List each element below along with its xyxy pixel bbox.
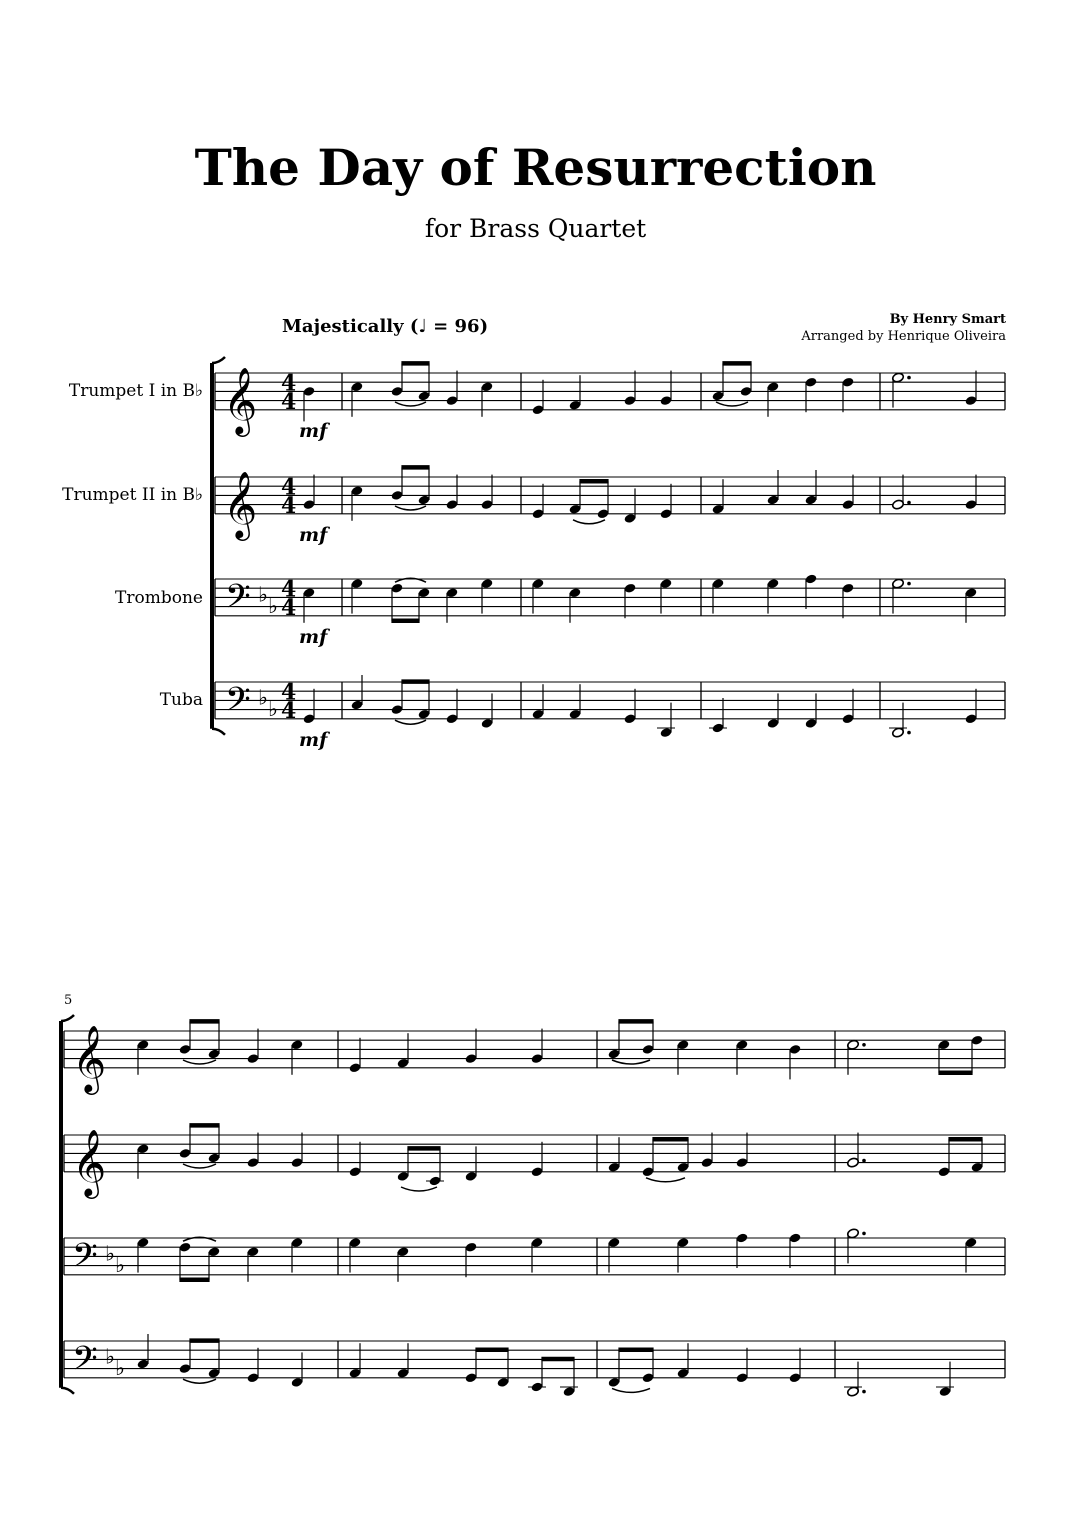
key-signature-flat-icon: ♭ (105, 1344, 115, 1369)
augmentation-dot (907, 376, 911, 380)
dynamic-marking: mf (299, 419, 328, 442)
composer-credit: By Henry Smart (889, 312, 1006, 327)
time-signature-numerator: 4 (281, 679, 297, 706)
key-signature-flat-icon: ♭ (258, 685, 268, 710)
slur (395, 506, 426, 510)
tempo-value: = 96) (433, 316, 489, 337)
dynamic-marking: mf (299, 523, 328, 546)
slur (612, 1060, 650, 1064)
slur (573, 520, 605, 524)
bass-clef-icon: 𝄢 (225, 577, 251, 624)
score-subtitle: for Brass Quartet (424, 214, 647, 243)
treble-clef-icon: 𝄞 (223, 469, 258, 538)
slur (395, 720, 426, 724)
bracket-hook (61, 1388, 74, 1394)
time-signature-denominator: 4 (281, 594, 297, 621)
key-signature-flat-icon: ♭ (105, 1241, 115, 1266)
treble-clef-icon: 𝄞 (72, 1023, 107, 1092)
time-signature-numerator: 4 (281, 474, 297, 501)
augmentation-dot (907, 501, 911, 505)
time-signature-numerator: 4 (281, 370, 297, 397)
augmentation-dot (907, 582, 911, 586)
augmentation-dot (862, 1043, 866, 1047)
treble-clef-icon: 𝄞 (72, 1127, 107, 1196)
dynamic-marking: mf (299, 625, 328, 648)
bracket-hook (61, 1015, 74, 1021)
slur (183, 1060, 216, 1064)
bracket-hook (212, 729, 225, 735)
slur (401, 1187, 437, 1191)
time-signature-denominator: 4 (281, 492, 297, 519)
slur (716, 402, 748, 406)
instrument-label-trumpet-1: Trumpet I in B♭ (68, 381, 203, 401)
augmentation-dot (862, 1232, 866, 1236)
time-signature-denominator: 4 (281, 697, 297, 724)
augmentation-dot (862, 1159, 866, 1163)
bracket-hook (212, 357, 225, 363)
key-signature-flat-icon: ♭ (115, 1356, 125, 1381)
key-signature-flat-icon: ♭ (258, 582, 268, 607)
instrument-label-trombone: Trombone (115, 588, 203, 608)
time-signature-denominator: 4 (281, 388, 297, 415)
augmentation-dot (907, 731, 911, 735)
quarter-note-icon: ♩ (418, 316, 427, 337)
instrument-label-tuba: Tuba (159, 690, 203, 710)
slur (183, 1379, 216, 1383)
slur (183, 1164, 216, 1168)
bass-clef-icon: 𝄢 (72, 1339, 98, 1386)
instrument-label-trumpet-2: Trumpet II in B♭ (62, 485, 203, 505)
slur (395, 402, 426, 406)
time-signature-numerator: 4 (281, 576, 297, 603)
bass-clef-icon: 𝄢 (72, 1236, 98, 1283)
bass-clef-icon: 𝄢 (225, 680, 251, 727)
arranger-credit: Arranged by Henrique Oliveira (801, 329, 1006, 344)
slur (612, 1388, 650, 1392)
key-signature-flat-icon: ♭ (268, 697, 278, 722)
measure-number: 5 (64, 993, 73, 1008)
treble-clef-icon: 𝄞 (223, 365, 258, 434)
augmentation-dot (862, 1390, 866, 1394)
slur (646, 1178, 685, 1182)
score-title: The Day of Resurrection (194, 138, 877, 197)
tempo-text: Majestically ( (282, 316, 419, 337)
dynamic-marking: mf (299, 728, 328, 751)
key-signature-flat-icon: ♭ (268, 594, 278, 619)
key-signature-flat-icon: ♭ (115, 1253, 125, 1278)
